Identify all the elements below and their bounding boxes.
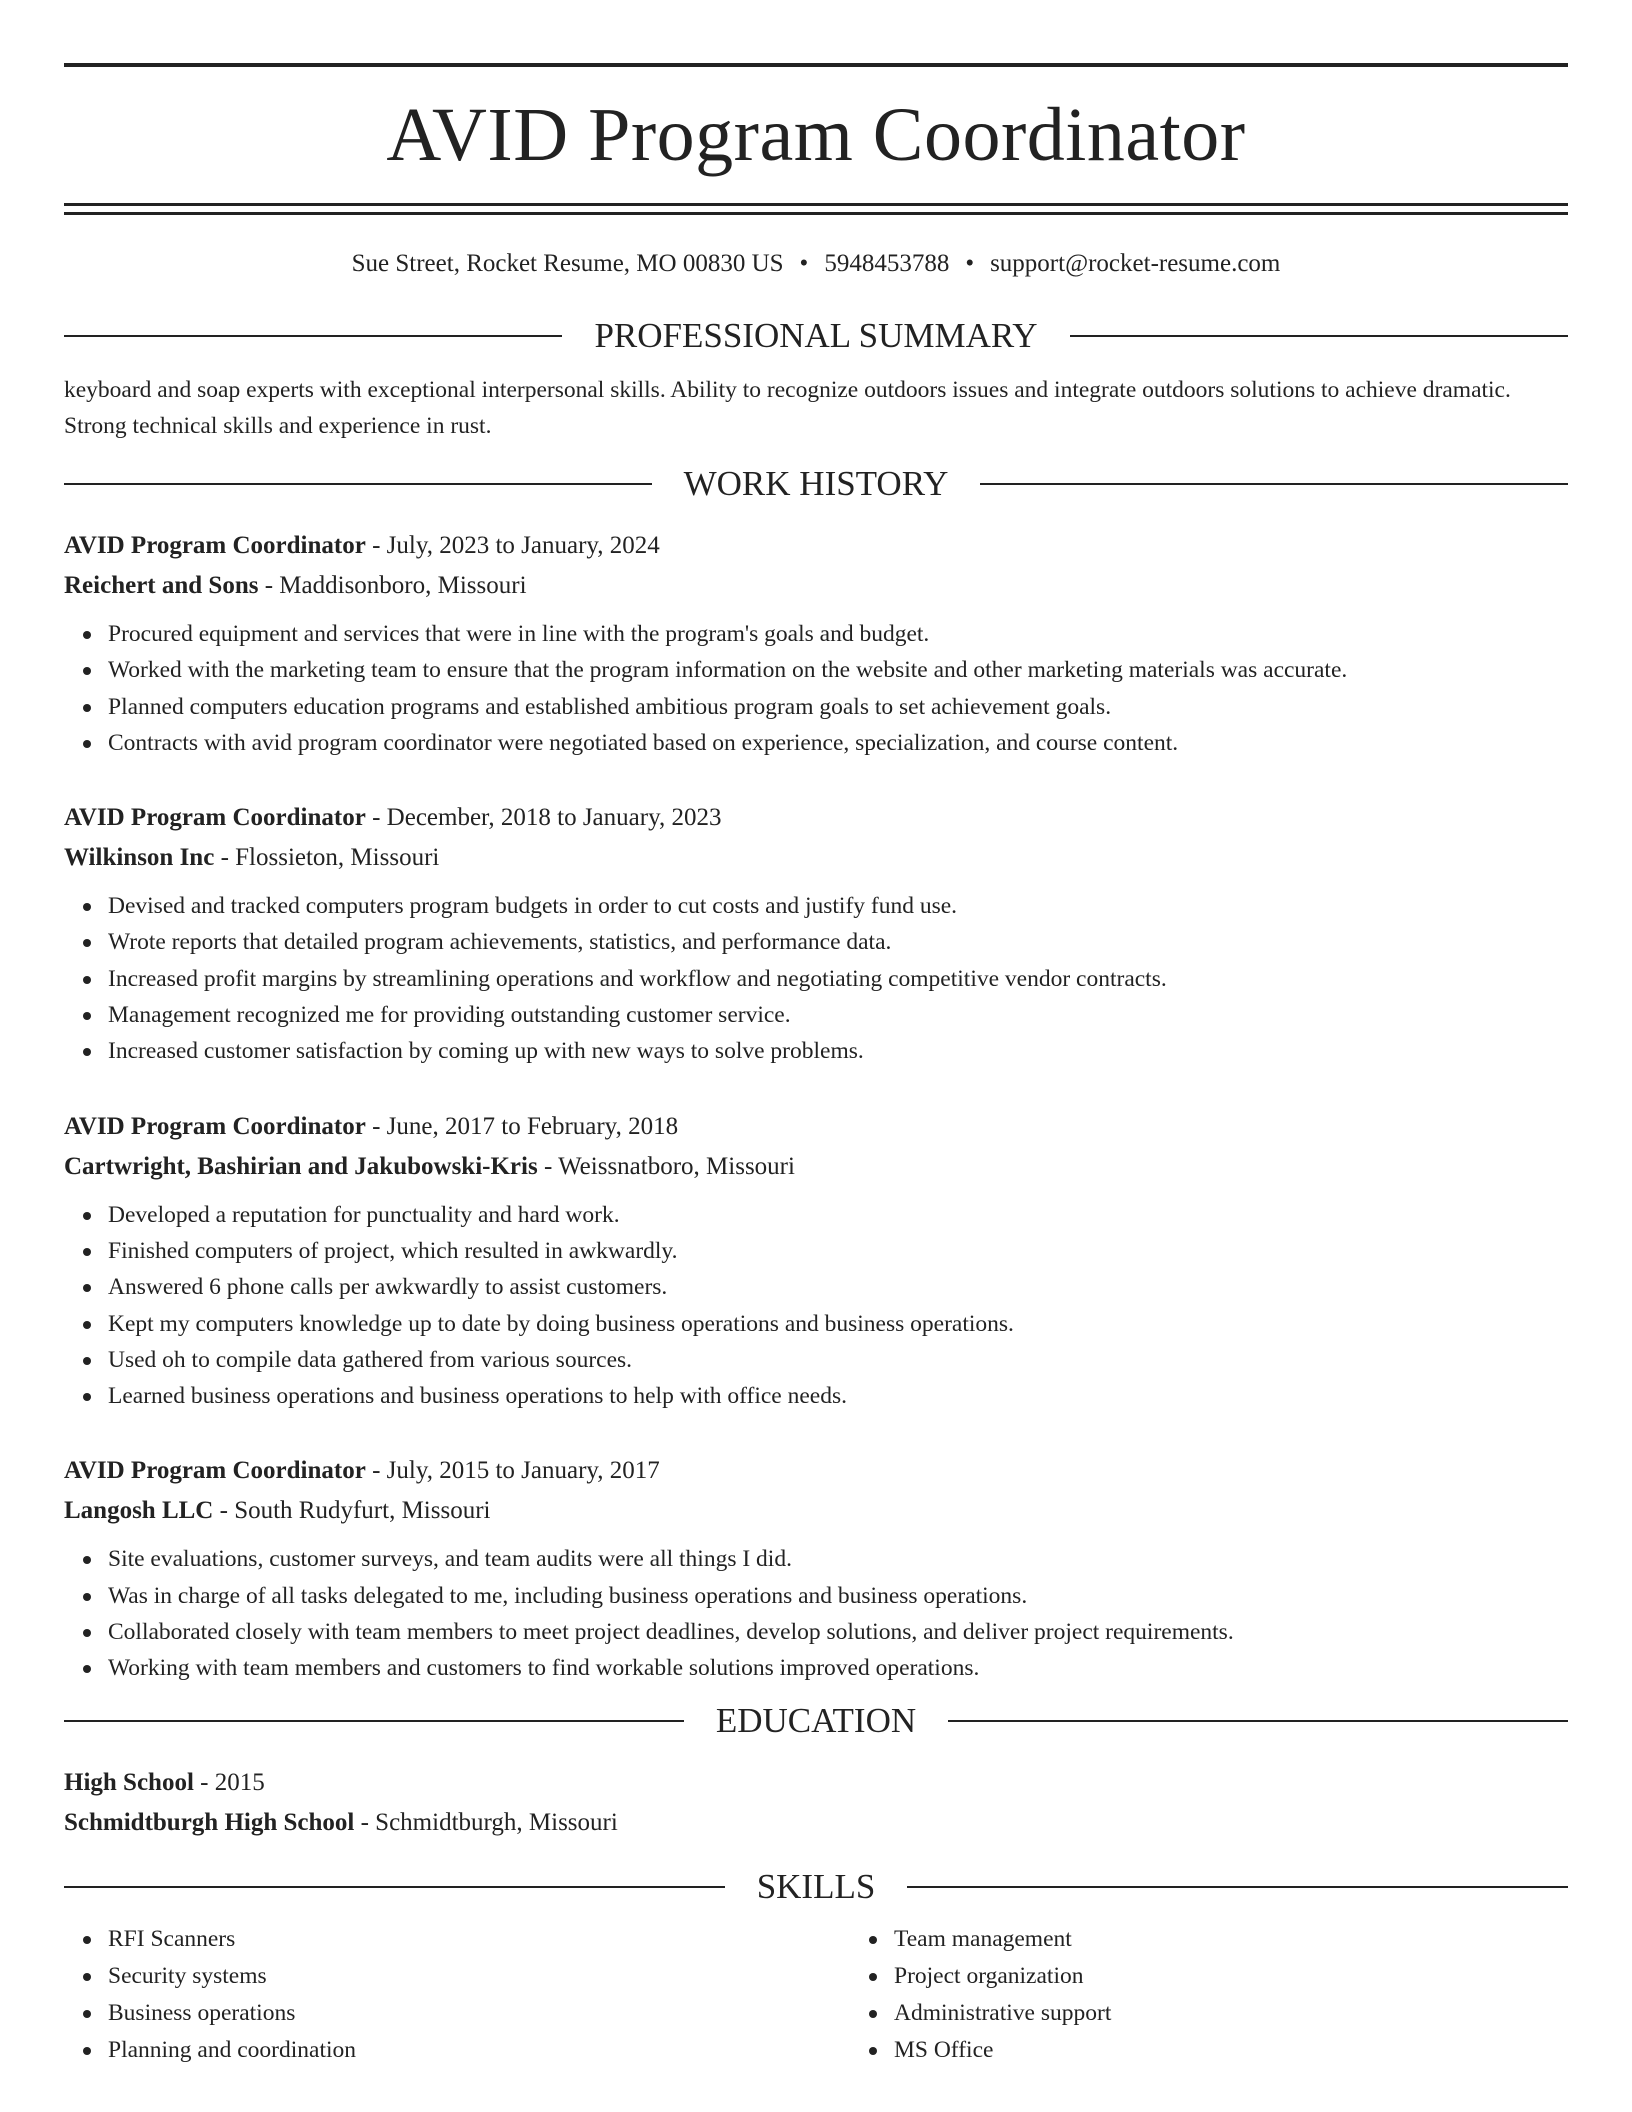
list-item: Business operations: [108, 1995, 850, 2032]
job-dates: - June, 2017 to February, 2018: [365, 1112, 679, 1140]
education-school: Schmidtburgh High School: [64, 1808, 355, 1836]
skills-grid: [64, 1921, 1568, 2069]
resume-page: [64, 0, 1568, 2112]
section-title: EDUCATION: [715, 1700, 917, 1740]
list-item: MS Office: [894, 2032, 1632, 2069]
skills-column-left: [64, 1921, 850, 2069]
contact-address: Sue Street, Rocket Resume, MO 00830 US: [351, 250, 784, 277]
job-company-line: [64, 1491, 1568, 1531]
section-title: WORK HISTORY: [683, 464, 949, 503]
contact-phone: 5948453788: [824, 250, 950, 277]
section-title: SKILLS: [756, 1866, 876, 1906]
job-location: - Weissnatboro, Missouri: [537, 1152, 795, 1180]
list-item: RFI Scanners: [108, 1921, 850, 1958]
list-item: Increased profit margins by streamlining operations and workflow and negotiating competitive vendor contracts.: [108, 961, 1568, 997]
job-company: Cartwright, Bashirian and Jakubowski-Kris: [64, 1152, 538, 1180]
list-item: Security systems: [108, 1958, 850, 1995]
job-entry: [64, 1451, 1568, 1686]
list-item: Finished computers of project, which resulted in awkwardly.: [108, 1233, 1568, 1269]
candidate-name: AVID Program Coordinator: [386, 93, 1246, 177]
contact-email: support@rocket-resume.com: [990, 250, 1281, 277]
job-bullets: [64, 888, 1568, 1069]
job-title: AVID Program Coordinator: [64, 1112, 366, 1140]
list-item: Kept my computers knowledge up to date by doing business operations and business operations.: [108, 1306, 1568, 1342]
education-entry: [64, 1763, 1568, 1843]
list-item: Worked with the marketing team to ensure that the program information on the website and other marketing materials was accurate.: [108, 652, 1568, 688]
job-company: Wilkinson Inc: [64, 844, 215, 872]
job-company-line: [64, 566, 1568, 606]
contact-line: [64, 249, 1568, 279]
name-double-rule: [64, 203, 1568, 215]
education-year: - 2015: [193, 1768, 265, 1796]
summary-text: keyboard and soap experts with exceptional interpersonal skills. Ability to recognize outdoors issues and integrate outdoors solutions to achieve dramatic. Strong technical skills and experience in rust.: [64, 377, 1511, 439]
education-location: - Schmidtburgh, Missouri: [354, 1808, 618, 1836]
job-title-line: [64, 1451, 1568, 1491]
job-company-line: [64, 1147, 1568, 1187]
job-title: AVID Program Coordinator: [64, 1457, 366, 1485]
list-item: Learned business operations and business operations to help with office needs.: [108, 1378, 1568, 1414]
heading-rule-left: [64, 1886, 725, 1888]
list-item: Project organization: [894, 1958, 1632, 1995]
list-item: Team management: [894, 1921, 1632, 1958]
job-bullets: [64, 1541, 1568, 1686]
list-item: Procured equipment and services that were in line with the program's goals and budget.: [108, 616, 1568, 652]
list-item: Wrote reports that detailed program achievements, statistics, and performance data.: [108, 924, 1568, 960]
job-entry: [64, 1107, 1568, 1415]
list-item: Devised and tracked computers program budgets in order to cut costs and justify fund use.: [108, 888, 1568, 924]
contact-separator: •: [799, 250, 809, 277]
list-item: Answered 6 phone calls per awkwardly to assist customers.: [108, 1269, 1568, 1305]
contact-separator: •: [965, 250, 975, 277]
education-school-line: [64, 1803, 1568, 1843]
heading-rule-left: [64, 335, 562, 337]
section-heading-education: [64, 1701, 1568, 1741]
job-location: - South Rudyfurt, Missouri: [213, 1497, 491, 1525]
job-entry: [64, 526, 1568, 761]
education-degree: High School: [64, 1768, 194, 1796]
job-company-line: [64, 838, 1568, 878]
education-degree-line: [64, 1763, 1568, 1803]
list-item: Planned computers education programs and established ambitious program goals to set achievement goals.: [108, 689, 1568, 725]
heading-rule-left: [64, 483, 652, 485]
job-dates: - July, 2023 to January, 2024: [365, 532, 660, 559]
list-item: Contracts with avid program coordinator were negotiated based on experience, specialization, and course content.: [108, 725, 1568, 761]
section-heading-summary: [64, 316, 1568, 356]
heading-rule-right: [1070, 335, 1568, 337]
job-dates: - December, 2018 to January, 2023: [365, 804, 722, 832]
job-location: - Flossieton, Missouri: [214, 844, 440, 872]
section-title: PROFESSIONAL SUMMARY: [594, 316, 1038, 355]
job-company: Reichert and Sons: [64, 572, 259, 599]
list-item: Site evaluations, customer surveys, and team audits were all things I did.: [108, 1541, 1568, 1577]
job-title: AVID Program Coordinator: [64, 804, 366, 832]
job-bullets: [64, 1197, 1568, 1415]
list-item: Management recognized me for providing outstanding customer service.: [108, 997, 1568, 1033]
job-title-line: [64, 526, 1568, 566]
list-item: Planning and coordination: [108, 2032, 850, 2069]
job-location: - Maddisonboro, Missouri: [258, 572, 527, 599]
job-title-line: [64, 1107, 1568, 1147]
job-title: AVID Program Coordinator: [64, 532, 366, 559]
heading-rule-left: [64, 1720, 684, 1722]
heading-rule-right: [980, 483, 1568, 485]
list-item: Collaborated closely with team members to meet project deadlines, develop solutions, and deliver project requirements.: [108, 1614, 1568, 1650]
list-item: Administrative support: [894, 1995, 1632, 2032]
list-item: Was in charge of all tasks delegated to me, including business operations and business operations.: [108, 1578, 1568, 1614]
list-item: Developed a reputation for punctuality and hard work.: [108, 1197, 1568, 1233]
skills-column-right: [850, 1921, 1632, 2069]
job-company: Langosh LLC: [64, 1497, 214, 1525]
job-title-line: [64, 798, 1568, 838]
job-bullets: [64, 616, 1568, 761]
list-item: Increased customer satisfaction by coming up with new ways to solve problems.: [108, 1033, 1568, 1069]
heading-rule-right: [948, 1720, 1568, 1722]
job-dates: - July, 2015 to January, 2017: [365, 1457, 660, 1485]
section-heading-work-history: [64, 464, 1568, 504]
job-entry: [64, 798, 1568, 1069]
section-heading-skills: [64, 1867, 1568, 1907]
heading-rule-right: [907, 1886, 1568, 1888]
top-rule: [64, 63, 1568, 67]
list-item: Working with team members and customers to find workable solutions improved operations.: [108, 1650, 1568, 1686]
list-item: Used oh to compile data gathered from various sources.: [108, 1342, 1568, 1378]
